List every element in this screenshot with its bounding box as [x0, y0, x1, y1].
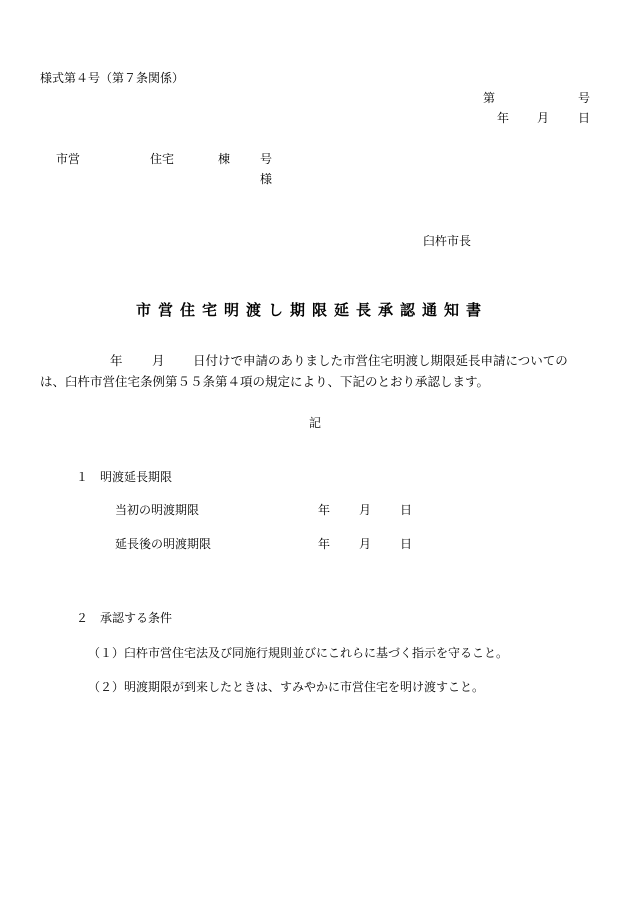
- condition-1-number: （１）: [88, 646, 125, 660]
- doc-number-suffix: 号: [578, 91, 591, 105]
- row-extended-label: 延長後の明渡期限: [115, 537, 212, 551]
- ki-marker: 記: [309, 416, 322, 430]
- addressee-building: 棟: [218, 152, 231, 166]
- condition-2-text: 明渡期限が到来したときは、すみやかに市営住宅を明け渡すこと。: [124, 680, 485, 694]
- body-month: 月: [152, 353, 165, 368]
- row-extended-day: 日: [400, 537, 413, 551]
- body-year: 年: [110, 353, 123, 368]
- date-day: 日: [578, 111, 591, 125]
- section2-number: ２: [76, 611, 89, 625]
- row-original-label: 当初の明渡期限: [115, 503, 200, 517]
- date-year: 年: [497, 111, 510, 125]
- date-month: 月: [537, 111, 550, 125]
- section2-heading: 承認する条件: [100, 611, 173, 625]
- row-original-day: 日: [400, 503, 413, 517]
- section1-heading: 明渡延長期限: [100, 470, 173, 484]
- form-label: 様式第４号（第７条関係）: [40, 71, 185, 85]
- addressee-number: 号: [260, 152, 273, 166]
- document-title: 市営住宅明渡し期限延長承認通知書: [136, 301, 489, 319]
- addressee-honorific: 様: [260, 172, 273, 186]
- row-original-year: 年: [318, 503, 331, 517]
- issuer: 臼杵市長: [423, 234, 472, 248]
- condition-2-number: （２）: [88, 680, 125, 694]
- addressee-housing: 住宅: [150, 152, 175, 166]
- addressee-municipal: 市営: [56, 152, 81, 166]
- row-extended-year: 年: [318, 537, 331, 551]
- body-line1: 日付けで申請のありました市営住宅明渡し期限延長申請についての: [193, 353, 568, 368]
- condition-1-text: 臼杵市営住宅法及び同施行規則並びにこれらに基づく指示を守ること。: [124, 646, 509, 660]
- doc-number-prefix: 第: [483, 91, 496, 105]
- row-extended-month: 月: [359, 537, 372, 551]
- body-line2: は、臼杵市営住宅条例第５５条第４項の規定により、下記のとおり承認します。: [40, 374, 490, 389]
- section1-number: １: [76, 470, 89, 484]
- row-original-month: 月: [359, 503, 372, 517]
